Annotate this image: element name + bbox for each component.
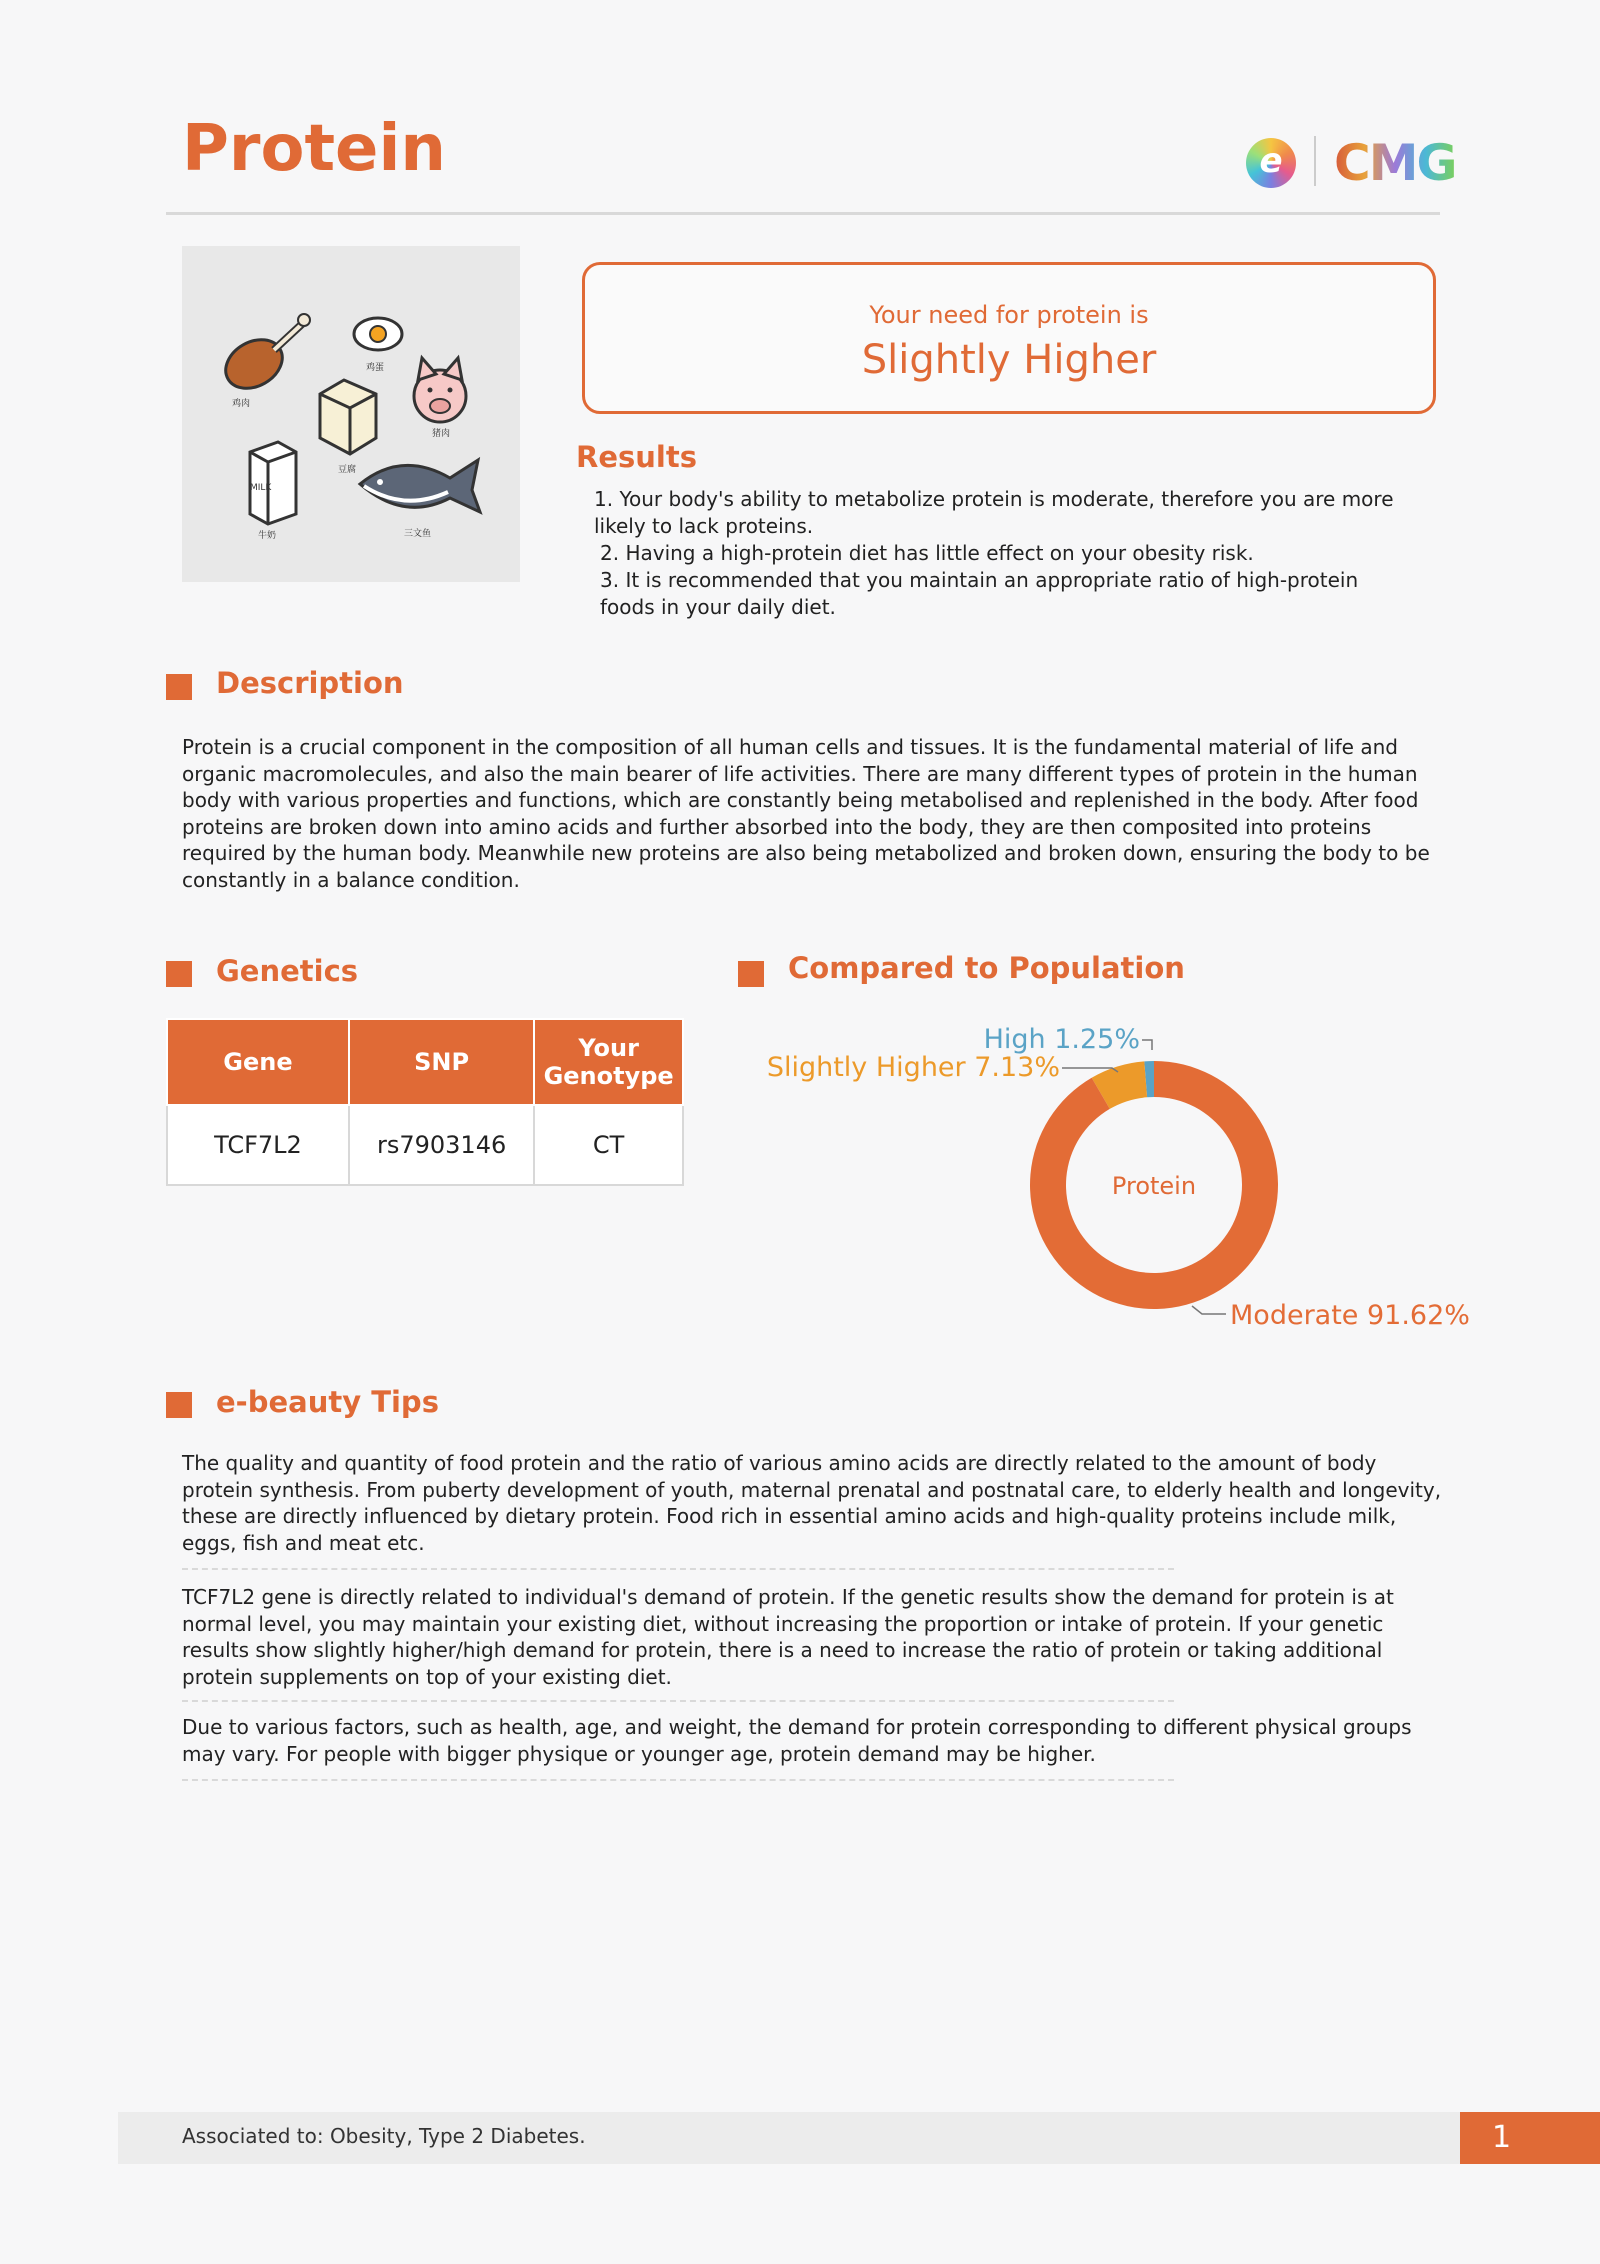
data-label-high: High 1.25% xyxy=(983,1024,1140,1055)
tip-paragraph: TCF7L2 gene is directly related to individual's demand of protein. If the genetic results show the demand for protein is at normal level, you may maintain your existing diet, without increasing the proportion or intake of protein. If your genetic results show slightly higher/high demand for protein, there is a need to increase the ratio of protein or taking additional protein supplements on top of your existing diet. xyxy=(182,1585,1394,1689)
result-item: 3. It is recommended that you maintain an appropriate ratio of high-protein foods in your daily diet. xyxy=(600,568,1359,619)
result-item: 2. Having a high-protein diet has little effect on your obesity risk. xyxy=(600,541,1254,565)
tip-paragraph: Due to various factors, such as health, age, and weight, the demand for protein corresponding to different physical groups may vary. For people with bigger physique or younger age, protein demand may be higher. xyxy=(182,1715,1412,1766)
page-title: Protein xyxy=(182,112,446,186)
milk-carton-label: MILK xyxy=(250,483,272,493)
tip-paragraph: The quality and quantity of food protein and the ratio of various amino acids are directly related to the amount of body protein synthesis. From puberty development of youth, maternal prenatal and postnatal care, to elderly health and longevity, these are directly influenced by dietary protein. Food rich in essential amino acids and high-quality proteins include milk, eggs, fish and meat etc. xyxy=(182,1451,1442,1555)
description-section-marker xyxy=(166,674,192,700)
protein-foods-illustration xyxy=(182,246,520,582)
genetics-table xyxy=(166,1018,684,1186)
chicken-drumstick-icon xyxy=(217,314,310,409)
data-label-slightly-higher: Slightly Higher 7.13% xyxy=(766,1052,1060,1083)
genotype-cell: CT xyxy=(534,1105,683,1185)
tofu-label: 豆腐 xyxy=(338,465,357,475)
population-heading: Compared to Population xyxy=(788,951,1185,985)
logo-divider xyxy=(1314,136,1316,186)
column-header-gene: Gene xyxy=(167,1019,349,1105)
tuna-fish-icon xyxy=(360,460,480,539)
tip-divider xyxy=(182,1700,1174,1702)
data-label-moderate: Moderate 91.62% xyxy=(1230,1300,1470,1331)
page-number: 1 xyxy=(1460,2112,1600,2164)
column-header-genotype: Your Genotype xyxy=(534,1019,683,1105)
need-label: Your need for protein is xyxy=(869,301,1149,329)
results-list xyxy=(594,486,1434,621)
tip-divider xyxy=(182,1568,1174,1570)
protein-need-box xyxy=(582,262,1436,414)
snp-cell: rs7903146 xyxy=(349,1105,534,1185)
genetics-table-header xyxy=(167,1019,683,1105)
description-text: Protein is a crucial component in the composition of all human cells and tissues. It is the fundamental material of life and organic macromolecules, and also the main bearer of life activities. There are many different types of protein in the human body with various properties and functions, which are constantly being metabolised and replenished in the body. After food proteins are broken down into amino acids and further absorbed into the body, they are then composited into proteins required by the human body. Meanwhile new proteins are also being metabolized and broken down, ensuring the body to be constantly in a balance condition. xyxy=(182,735,1430,892)
leader-line xyxy=(1192,1306,1226,1314)
description-heading: Description xyxy=(216,666,404,700)
results-heading: Results xyxy=(576,440,697,474)
result-item: 1. Your body's ability to metabolize protein is moderate, therefore you are more likely to lack proteins. xyxy=(594,487,1394,538)
pork-label: 猪肉 xyxy=(432,429,451,439)
table-row xyxy=(167,1105,683,1185)
pig-icon xyxy=(414,358,466,439)
tuna-label: 三文鱼 xyxy=(404,529,432,539)
chicken-label: 鸡肉 xyxy=(232,399,251,409)
milk-label: 牛奶 xyxy=(258,531,277,541)
population-section-marker xyxy=(738,961,764,987)
gene-cell: TCF7L2 xyxy=(167,1105,349,1185)
header-divider xyxy=(166,212,1440,215)
milk-carton-icon xyxy=(250,442,296,541)
cmg-logo: CMG xyxy=(1334,134,1456,192)
e-beauty-logo: e xyxy=(1246,138,1296,188)
genetics-section-marker xyxy=(166,961,192,987)
need-value: Slightly Higher xyxy=(861,337,1157,383)
egg-label: 鸡蛋 xyxy=(366,363,385,373)
tofu-icon xyxy=(320,380,376,475)
genetics-heading: Genetics xyxy=(216,954,359,988)
leader-line xyxy=(1142,1040,1152,1050)
tips-heading: e-beauty Tips xyxy=(216,1385,439,1419)
tip-divider xyxy=(182,1779,1174,1781)
tips-section-marker xyxy=(166,1392,192,1418)
population-donut-chart xyxy=(740,1010,1500,1350)
column-header-snp: SNP xyxy=(349,1019,534,1105)
egg-icon xyxy=(354,318,402,373)
footer-associated-text: Associated to: Obesity, Type 2 Diabetes. xyxy=(182,2124,586,2148)
donut-center-label: Protein xyxy=(1111,1172,1197,1200)
